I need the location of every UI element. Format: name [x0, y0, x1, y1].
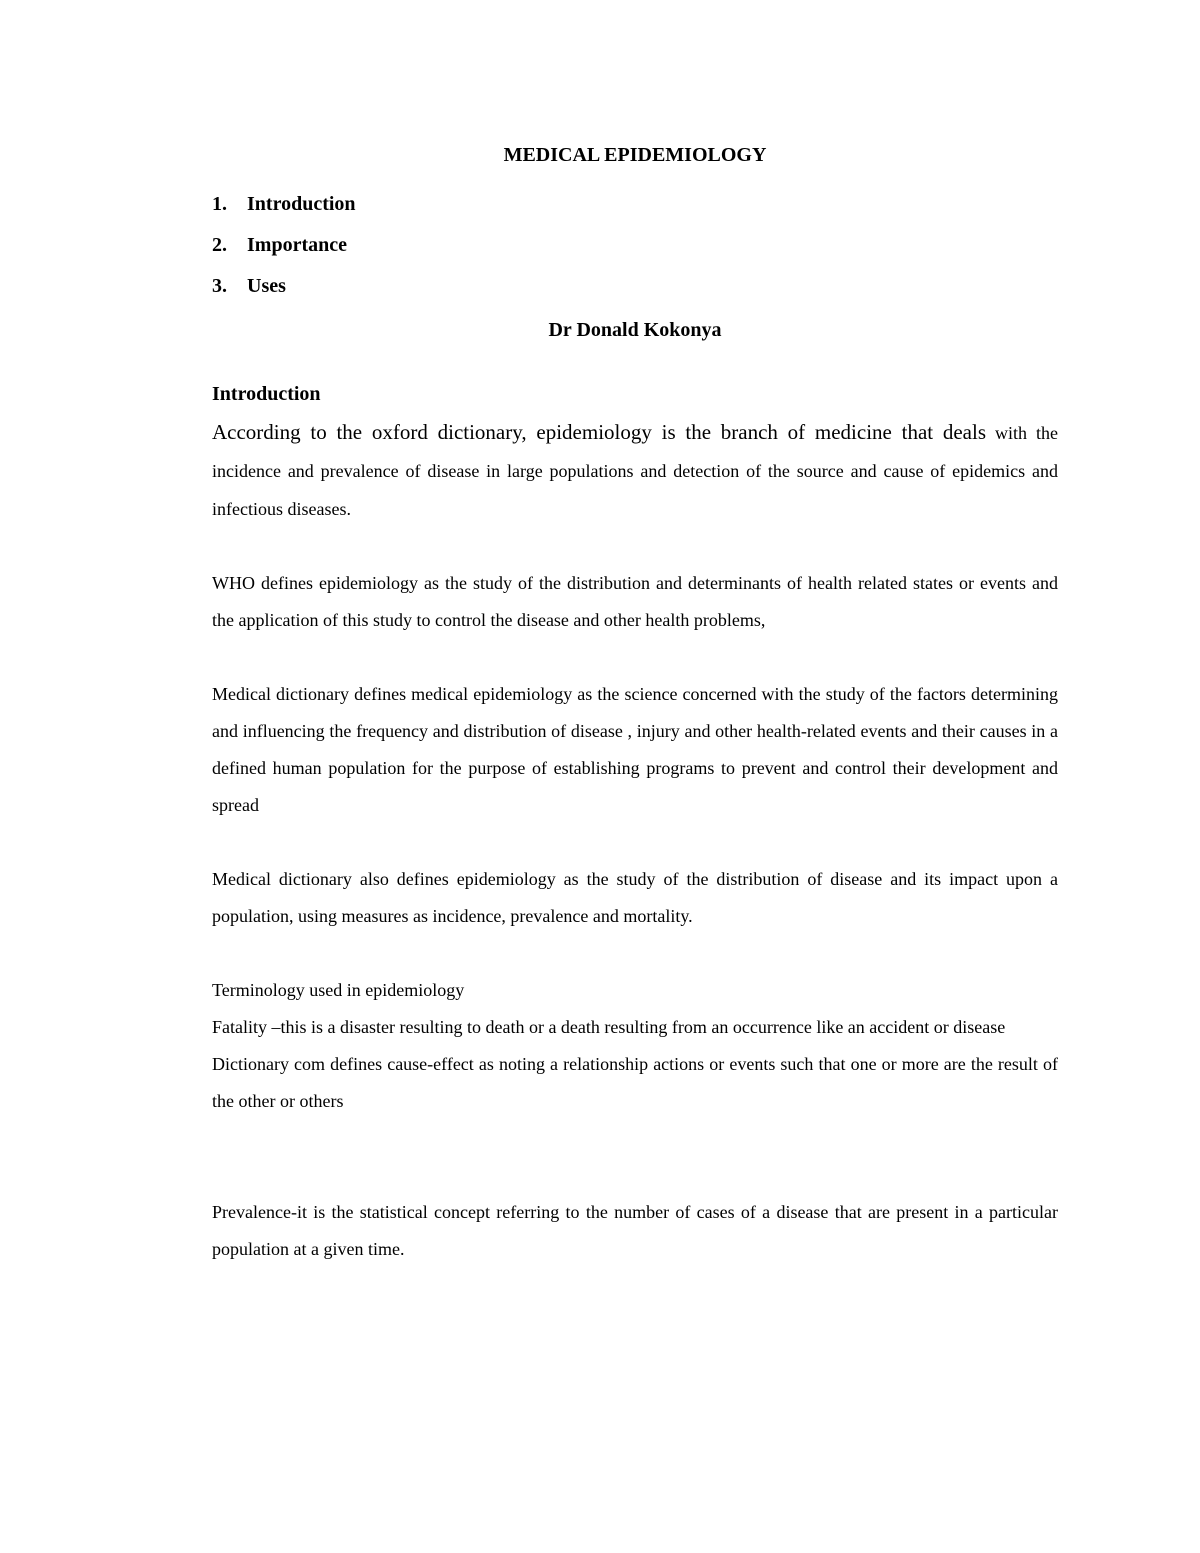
medical-dictionary-paragraph-2: Medical dictionary also defines epidemiology as the study of the distribution of disease and its impact upon a population, using measures as incidence, prevalence and mortality.	[212, 869, 1058, 926]
terminology-heading: Terminology used in epidemiology	[212, 980, 465, 1000]
toc-item	[212, 225, 1058, 266]
toc-item	[212, 184, 1058, 225]
intro-lead-text: According to the oxford dictionary, epidemiology is the branch of medicine that deals	[212, 420, 986, 444]
prevalence-definition: Prevalence-it is the statistical concept referring to the number of cases of a disease that are present in a particular population at a given time.	[212, 1202, 1058, 1259]
intro-paragraph	[212, 413, 1058, 528]
section-heading-introduction: Introduction	[212, 383, 321, 405]
toc-item-number: 2.	[212, 234, 227, 256]
document-page	[212, 140, 1058, 1268]
toc-item	[212, 266, 1058, 307]
author-name: Dr Donald Kokonya	[548, 319, 722, 341]
who-definition-paragraph: WHO defines epidemiology as the study of the distribution and determinants of health related states or events and the application of this study to control the disease and other health problems,	[212, 573, 1058, 630]
cause-effect-definition: Dictionary com defines cause-effect as noting a relationship actions or events such that one or more are the result of the other or others	[212, 1054, 1058, 1111]
intro-rest-text: with the incidence and prevalence of disease in large populations and detection of the source and cause of epidemics and infectious diseases.	[212, 423, 1058, 519]
table-of-contents	[212, 184, 1058, 307]
toc-item-number: 1.	[212, 193, 227, 215]
toc-item-label: Importance	[247, 234, 347, 256]
medical-dictionary-paragraph-1: Medical dictionary defines medical epidemiology as the science concerned with the study of the factors determining and influencing the frequency and distribution of disease , injury and other health-related events and their causes in a defined human population for the purpose of establishing programs to prevent and control their development and spread	[212, 684, 1058, 815]
document-title: MEDICAL EPIDEMIOLOGY	[503, 144, 767, 166]
toc-item-number: 3.	[212, 275, 227, 297]
toc-item-label: Introduction	[247, 193, 356, 215]
toc-item-label: Uses	[247, 275, 286, 297]
fatality-definition: Fatality –this is a disaster resulting to death or a death resulting from an occurrence like an accident or disease	[212, 1017, 1006, 1037]
